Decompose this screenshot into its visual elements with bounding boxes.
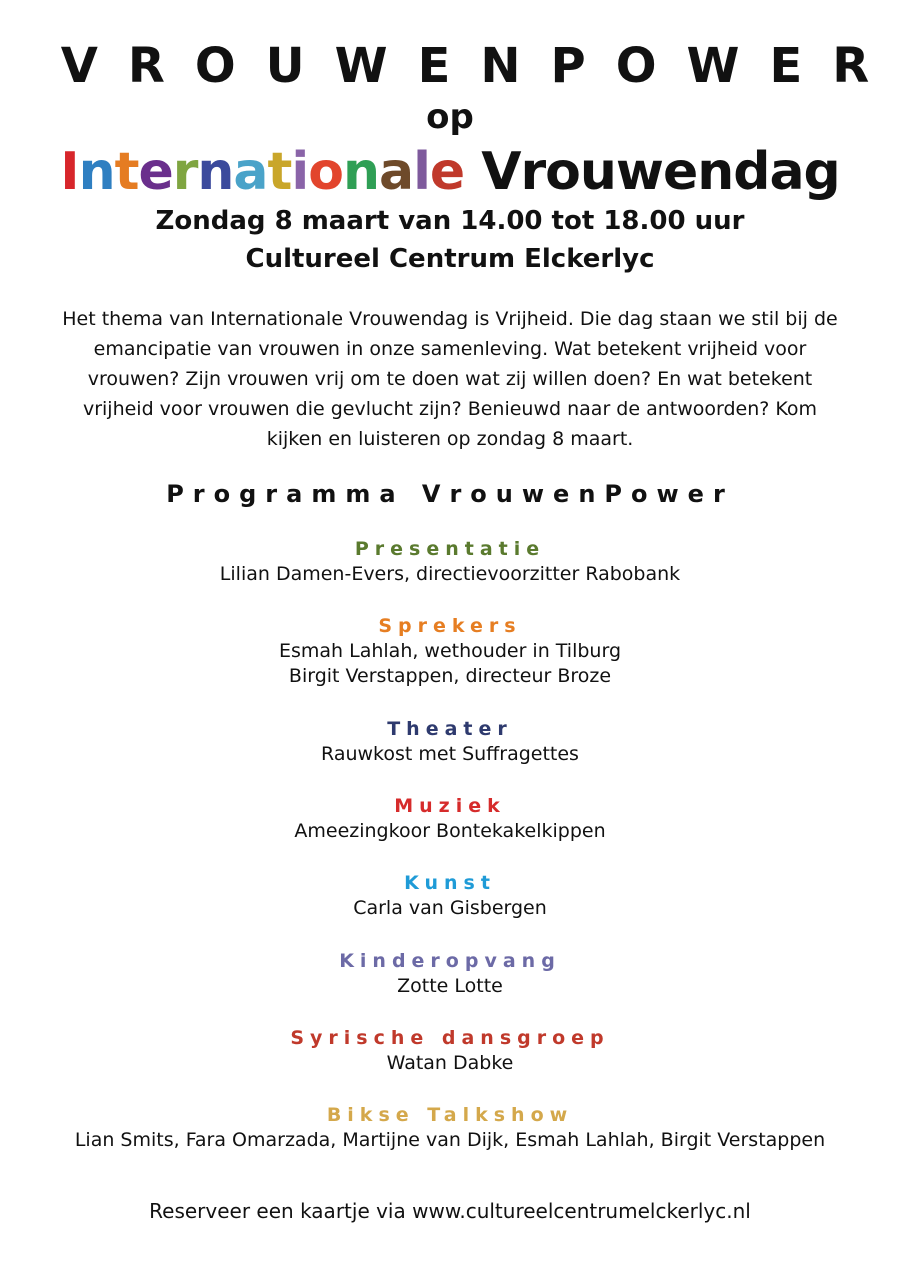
headline-letter: n	[197, 142, 234, 202]
program-section-kinderopvang	[0, 948, 900, 999]
intro-line: emancipatie van vrouwen in onze samenleving. Wat betekent vrijheid voor	[93, 338, 807, 360]
section-line: Lilian Damen-Evers, directievoorzitter Rabobank	[219, 563, 681, 585]
section-heading: Kunst	[404, 872, 496, 894]
section-heading: Theater	[387, 718, 513, 740]
headline-letter: r	[172, 142, 198, 202]
section-heading: Muziek	[394, 795, 506, 817]
section-line: Esmah Lahlah, wethouder in Tilburg	[278, 640, 622, 662]
headline-letter: n	[78, 142, 115, 202]
section-line: Lian Smits, Fara Omarzada, Martijne van Dijk, Esmah Lahlah, Birgit Verstappen	[74, 1129, 826, 1151]
headline-letter: t	[114, 142, 139, 202]
intro-line: kijken en luisteren op zondag 8 maart.	[266, 428, 634, 450]
section-heading: Sprekers	[378, 615, 522, 637]
section-line: Rauwkost met Suffragettes	[321, 743, 579, 765]
program-section-bikse-talkshow	[0, 1102, 900, 1153]
program-section-presentatie	[0, 536, 900, 587]
headline-colored-word	[60, 142, 464, 202]
program-section-kunst	[0, 870, 900, 921]
program-title: Programma VrouwenPower	[166, 480, 734, 508]
section-heading: Kinderopvang	[339, 950, 561, 972]
program-section-theater	[0, 716, 900, 767]
section-heading: Syrische dansgroep	[290, 1027, 610, 1049]
headline-letter: a	[378, 142, 414, 202]
intro-line: Het thema van Internationale Vrouwendag is Vrijheid. Die dag staan we stil bij de	[62, 308, 838, 330]
headline-letter: e	[429, 142, 465, 202]
headline-letter: t	[267, 142, 292, 202]
program-section-muziek	[0, 793, 900, 844]
section-line: Zotte Lotte	[397, 975, 503, 997]
headline-letter: l	[413, 142, 430, 202]
program-section-sprekers	[0, 613, 900, 689]
section-line: Watan Dabke	[386, 1052, 514, 1074]
event-date: Zondag 8 maart van 14.00 tot 18.00 uur	[155, 206, 745, 236]
section-line: Birgit Verstappen, directeur Broze	[288, 665, 612, 687]
headline-letter: i	[291, 142, 309, 202]
headline	[0, 140, 900, 204]
intro-line: vrijheid voor vrouwen die gevlucht zijn? Benieuwd naar de antwoorden? Kom	[82, 398, 818, 420]
reservation-footer: Reserveer een kaartje via www.cultureelcentrumelckerlyc.nl	[149, 1199, 751, 1223]
intro-line: vrouwen? Zijn vrouwen vrij om te doen wat zij willen doen? En wat betekent	[87, 368, 813, 390]
section-line: Ameezingkoor Bontekakelkippen	[294, 820, 606, 842]
headline-letter: a	[233, 142, 268, 202]
headline-letter: n	[342, 142, 379, 202]
section-heading: Presentatie	[354, 538, 546, 560]
poster-title: VROUWENPOWER	[60, 38, 900, 94]
headline-letter: o	[308, 142, 343, 202]
program-section-syrische-dansgroep	[0, 1025, 900, 1076]
headline-letter: e	[138, 142, 173, 202]
section-heading: Bikse Talkshow	[326, 1104, 574, 1126]
headline-plain-word: Vrouwendag	[481, 142, 840, 202]
headline-letter: I	[60, 142, 79, 202]
section-line: Carla van Gisbergen	[353, 897, 547, 919]
event-venue: Cultureel Centrum Elckerlyc	[245, 244, 655, 274]
intro-paragraph	[60, 304, 840, 454]
subtitle-op: op	[426, 97, 474, 137]
